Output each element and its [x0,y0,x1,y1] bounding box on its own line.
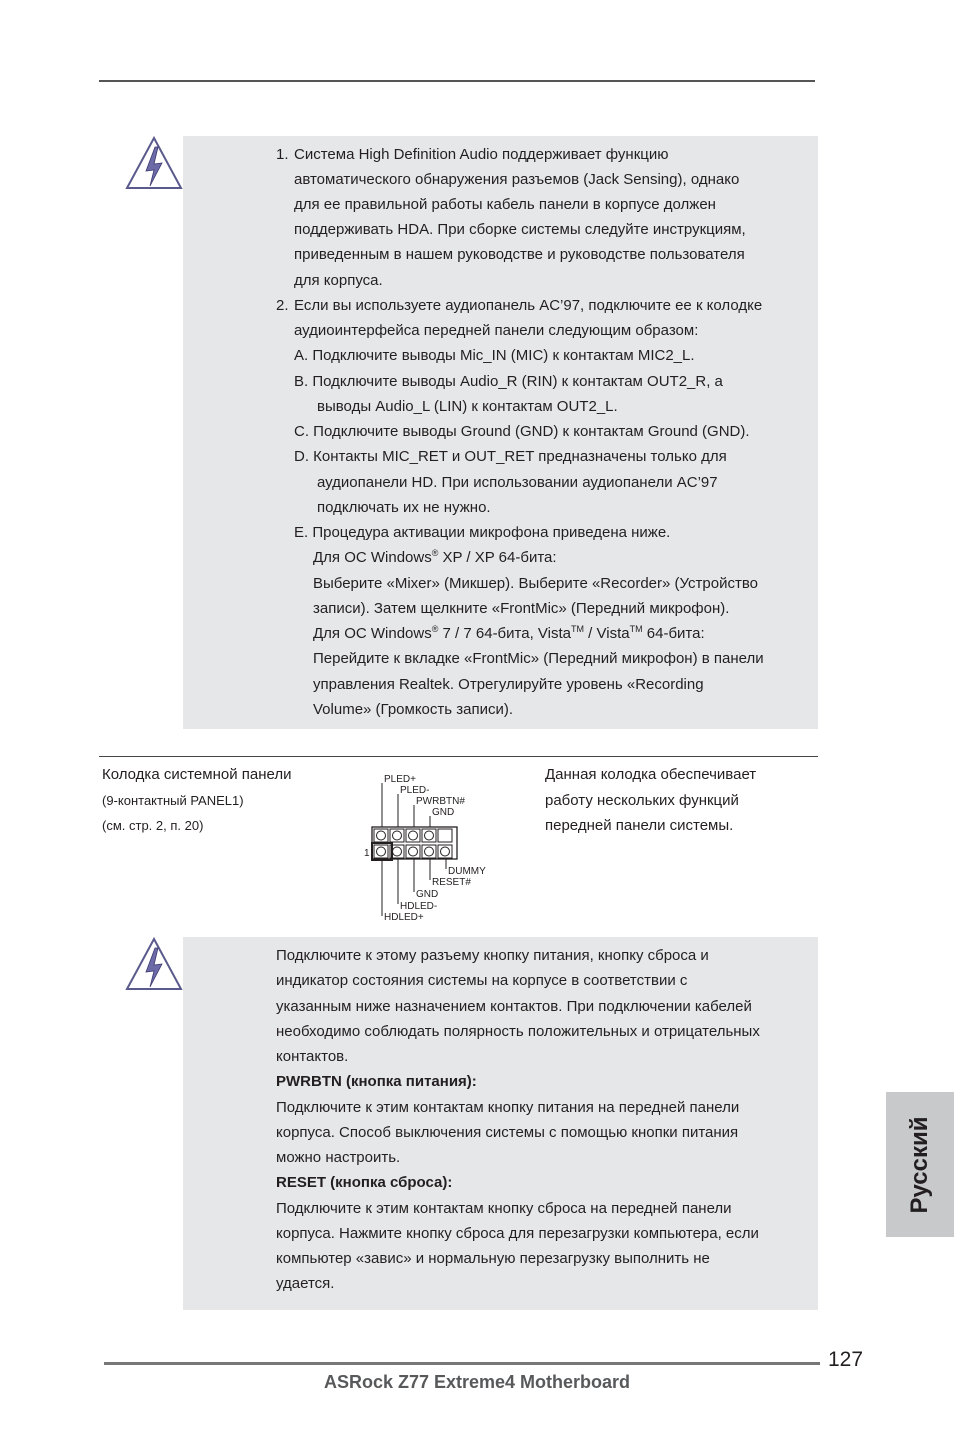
note2-intro: контактов. [276,1048,349,1065]
note1-win7-step: управления Realtek. Отрегулируйте уровень «Recording [313,676,704,693]
note2-intro: Подключите к этому разъему кнопку питания, кнопку сброса и [276,947,709,964]
note1-xp-step: Выберите «Mixer» (Микшер). Выберите «Recorder» (Устройство [313,575,758,592]
warning-icon [124,936,184,992]
pin-label: HDLED- [400,901,438,912]
page-number: 127 [828,1348,864,1371]
pin-label: GND [416,889,439,900]
pin-label: HDLED+ [384,912,424,923]
note2-intro: указанным ниже назначением контактов. При подключении кабелей [276,998,752,1015]
panel1-connector-diagram [360,768,500,924]
pin-cell [438,829,452,842]
reset-text: Подключите к этим контактам кнопку сброса на передней панели [276,1200,732,1217]
note1-sub-d: D. Контакты MIC_RET и OUT_RET предназначены только для [294,448,727,465]
pin-label: RESET# [432,877,471,888]
note1-item-1-line: Система High Definition Audio поддерживает функцию [294,146,669,163]
reset-text: удается. [276,1275,335,1292]
note1-win7-step: Перейдите к вкладке «FrontMic» (Передний микрофон) в панели [313,650,764,667]
note1-item-1-line: для ее правильной работы кабель панели в корпусе должен [294,196,716,213]
reset-text: компьютер «завис» и нормальную перезагрузку выполнить не [276,1250,710,1267]
pwrbtn-text: Подключите к этим контактам кнопку питания на передней панели [276,1099,740,1116]
pwrbtn-text: можно настроить. [276,1149,401,1166]
note1-sub-c: C. Подключите выводы Ground (GND) к контактам Ground (GND). [294,423,750,440]
note1-sub-d: подключать их не нужно. [317,499,491,516]
note1-item-1-line: поддерживать HDA. При сборке системы следуйте инструкциям, [294,221,746,238]
note2-intro: индикатор состояния системы на корпусе в соответствии с [276,972,688,989]
note1-item-2-line: Если вы используете аудиопанель AC’97, подключите ее к колодке [294,297,763,314]
pin [409,831,418,840]
top-rule [99,80,815,82]
reset-title: RESET (кнопка сброса): [276,1174,453,1191]
note1-sub-d: аудиопанели HD. При использовании аудиопанели AC’97 [317,474,718,491]
pin [377,831,386,840]
section-rule [99,756,818,757]
note1-sub-b: B. Подключите выводы Audio_R (RIN) к контактам OUT2_R, а [294,373,723,390]
panel-description: работу нескольких функций [545,792,739,809]
footer-rule [104,1362,820,1365]
note2-intro: необходимо соблюдать полярность положительных и отрицательных [276,1023,760,1040]
panel-description: передней панели системы. [545,817,734,834]
pin-label: DUMMY [448,866,486,877]
pin [409,847,418,856]
pin [425,847,434,856]
note1-item-1-line: автоматического обнаружения разъемов (Jack Sensing), однако [294,171,740,188]
reset-text: корпуса. Нажмите кнопку сброса для перезагрузки компьютера, если [276,1225,759,1242]
panel-header-subtitle: (9-контактный PANEL1) [102,793,244,808]
note1-sub-e: E. Процедура активации микрофона приведена ниже. [294,524,671,541]
pin [425,831,434,840]
panel-description: Данная колодка обеспечивает [545,766,757,783]
note1-item-2-num: 2. [276,297,289,314]
note1-sub-b: выводы Audio_L (LIN) к контактам OUT2_L. [317,398,618,415]
pin [377,847,386,856]
note1-item-1-line: для корпуса. [294,272,383,289]
pin [393,831,402,840]
note1-win7-step: Volume» (Громкость записи). [313,701,514,718]
note1-item-2-line: аудиоинтерфейса передней панели следующим образом: [294,322,699,339]
note1-sub-a: A. Подключите выводы Mic_IN (MIC) к контактам MIC2_L. [294,347,695,364]
note1-item-1-line: приведенным в нашем руководстве и руководстве пользователя [294,246,745,263]
panel-header-title: Колодка системной панели [102,766,292,783]
warning-icon [124,135,184,191]
pin-label: PLED+ [384,774,416,785]
language-tab-label: Русский [906,1116,933,1213]
language-tab [886,1092,954,1237]
note1-win7-heading: Для ОС Windows® 7 / 7 64-бита, Vista™ / Vista™ 64-бита: [313,624,705,642]
pin-label: PLED- [400,785,430,796]
pin-1-label: 1 [364,848,370,859]
footer-title: ASRock Z77 Extreme4 Motherboard [323,1372,631,1392]
pwrbtn-title: PWRBTN (кнопка питания): [276,1073,477,1090]
panel-header-ref: (см. стр. 2, п. 20) [102,818,204,833]
pin-label: GND [432,807,455,818]
pin [393,847,402,856]
pin-label: PWRBTN# [416,796,465,807]
note1-item-1-num: 1. [276,146,289,163]
note1-xp-step: записи). Затем щелкните «FrontMic» (Передний микрофон). [313,600,730,617]
note1-win-xp-heading: Для ОС Windows® XP / XP 64-бита: [313,548,557,566]
pin [441,847,450,856]
pwrbtn-text: корпуса. Способ выключения системы с помощью кнопки питания [276,1124,739,1141]
